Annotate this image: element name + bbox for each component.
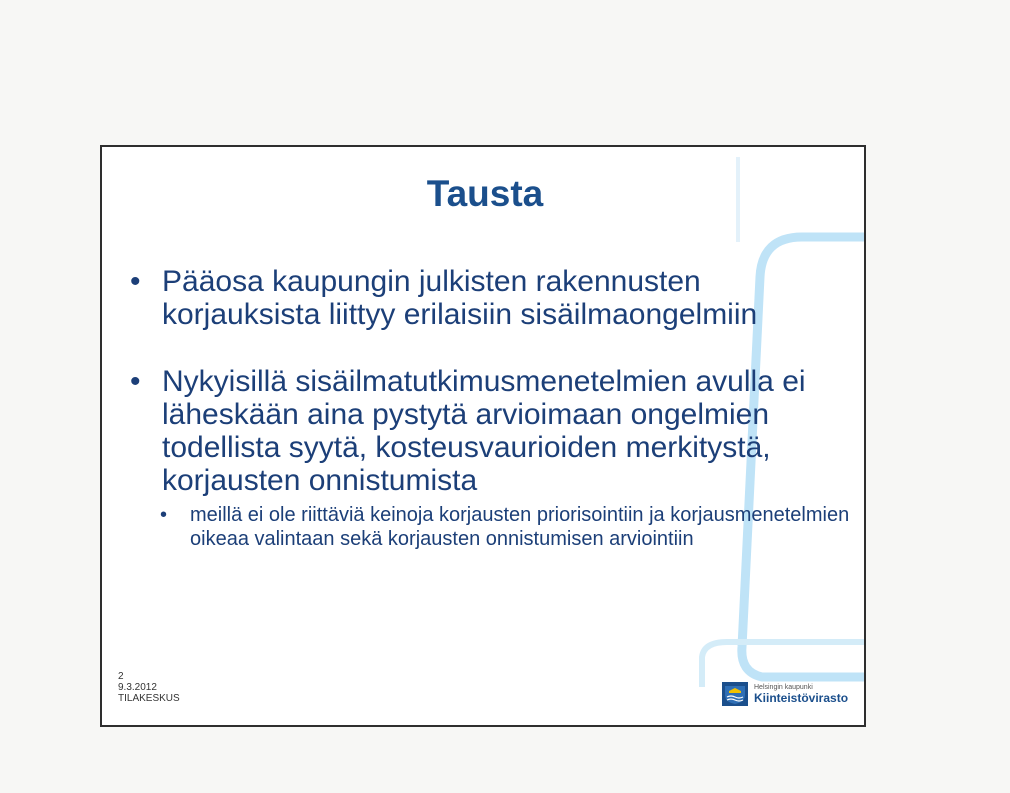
page-number: 2 bbox=[118, 671, 124, 682]
logo-name: Kiinteistövirasto bbox=[754, 690, 849, 705]
bullet-item bbox=[130, 265, 860, 331]
bullet-text: Pääosa kaupungin julkisten rakennusten korjauksista liittyy erilaisiin sisäilmaongelmiin bbox=[162, 265, 758, 331]
bullet-list bbox=[130, 265, 860, 551]
bullet-marker: • bbox=[130, 265, 141, 298]
bullet-marker: • bbox=[130, 365, 141, 398]
bullet-text: Nykyisillä sisäilmatutkimusmenetelmien avulla ei läheskään aina pystytä arvioimaan ongelmien todellista syytä, kosteusvaurioiden merkitystä, korjausten onnistumista bbox=[162, 365, 806, 497]
crest-icon bbox=[722, 682, 748, 706]
slide bbox=[100, 145, 866, 727]
bullet-marker: • bbox=[160, 504, 168, 526]
logo-city-text: Helsingin kaupunki bbox=[754, 683, 813, 691]
slide-title: Tausta bbox=[426, 173, 544, 214]
footer-department: TILAKESKUS bbox=[118, 693, 180, 704]
organization-logo bbox=[722, 682, 848, 706]
slide-footer bbox=[118, 671, 180, 704]
sub-bullet-item bbox=[130, 503, 860, 551]
footer-date: 9.3.2012 bbox=[118, 682, 157, 693]
sub-bullet-text: meillä ei ole riittäviä keinoja korjausten priorisointiin ja korjausmenetelmien oikeaa valintaan sekä korjausten onnistumisen arviointiin bbox=[190, 504, 850, 550]
bullet-item bbox=[130, 365, 860, 497]
